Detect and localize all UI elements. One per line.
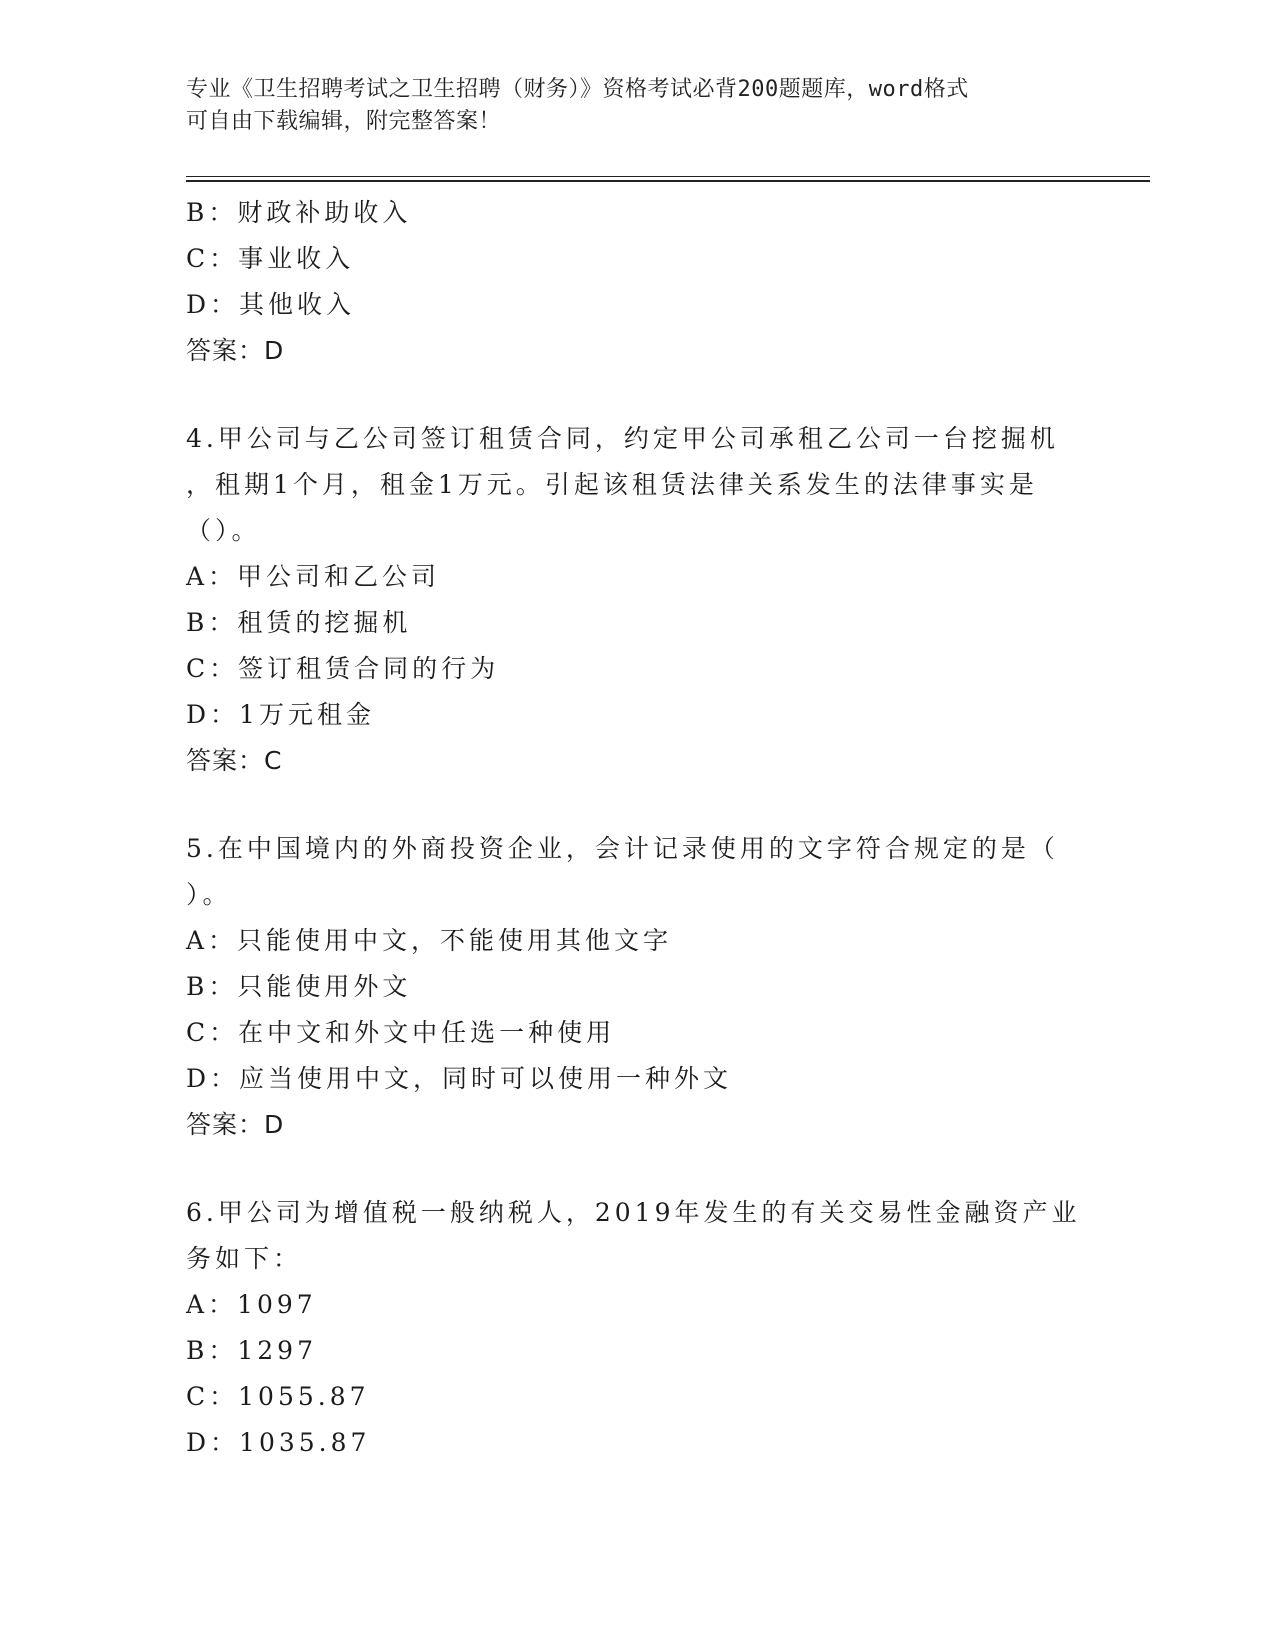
question-4 (186, 416, 1066, 784)
question-stem-line: 4.甲公司与乙公司签订租赁合同，约定甲公司承租乙公司一台挖掘机 (186, 424, 1059, 453)
question-stem-line: ，租期1个月，租金1万元。引起该租赁法律关系发生的法律事实是 (186, 470, 1038, 499)
option-d: D：应当使用中文，同时可以使用一种外文 (186, 1064, 733, 1093)
option-b: B：租赁的挖掘机 (186, 608, 412, 637)
header-line-2: 可自由下载编辑，附完整答案！ (186, 109, 502, 134)
question-3-tail (186, 190, 1066, 374)
option-c: C：1055.87 (186, 1382, 370, 1411)
question-5 (186, 826, 1066, 1148)
question-stem-line: ）。 (186, 880, 232, 909)
option-c: C：事业收入 (186, 244, 355, 273)
question-6 (186, 1190, 1081, 1466)
question-spacer (186, 1148, 1066, 1190)
question-stem-line: 5.在中国境内的外商投资企业，会计记录使用的文字符合规定的是（ (186, 834, 1059, 863)
header-line-1: 专业《卫生招聘考试之卫生招聘（财务）》资格考试必背200题题库，word格式 (186, 77, 969, 102)
option-b: B：1297 (186, 1336, 317, 1365)
option-a: A：只能使用中文，不能使用其他文字 (186, 926, 673, 955)
question-stem-line: 务如下： (186, 1244, 303, 1273)
option-c: C：在中文和外文中任选一种使用 (186, 1018, 616, 1047)
question-spacer (186, 784, 1066, 826)
header-divider-thin (186, 176, 1150, 177)
question-list (186, 190, 1081, 1466)
option-b: B：只能使用外文 (186, 972, 412, 1001)
option-c: C：签订租赁合同的行为 (186, 654, 500, 683)
question-stem-line: （）。 (186, 516, 261, 545)
question-spacer (186, 374, 1066, 416)
question-stem-line: 6.甲公司为增值税一般纳税人，2019年发生的有关交易性金融资产业 (186, 1198, 1081, 1227)
option-d: D：1035.87 (186, 1428, 371, 1457)
option-a: A：1097 (186, 1290, 317, 1319)
option-b: B：财政补助收入 (186, 198, 412, 227)
answer: 答案：C (186, 746, 283, 775)
option-a: A：甲公司和乙公司 (186, 562, 441, 591)
option-d: D：其他收入 (186, 290, 356, 319)
answer: 答案：D (186, 336, 285, 365)
option-d: D：1万元租金 (186, 700, 375, 729)
answer: 答案：D (186, 1110, 285, 1139)
header-divider-thick (186, 180, 1150, 182)
document-header (186, 74, 1066, 138)
